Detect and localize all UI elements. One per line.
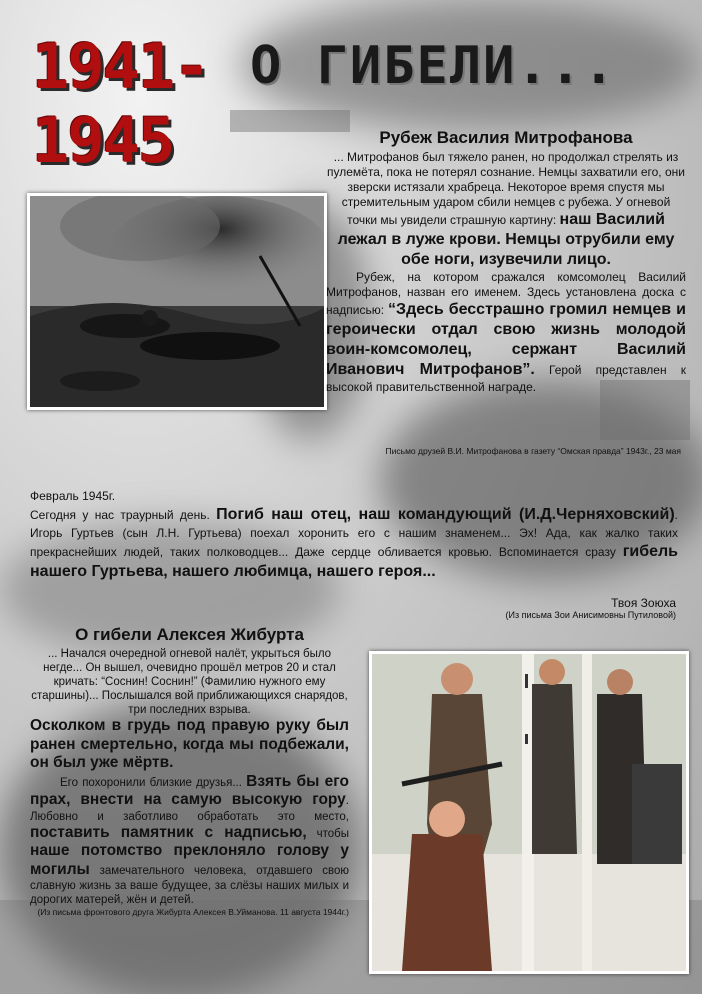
jiburt-intro: ... Начался очередной огневой налёт, укрыться было негде... Он вышел, очевидно прошёл метров 20 и стал кричать: “Соснин! Соснин!” (Фамилию нужного ему старшины)... Послышался вой приближающихся снарядов, три последних взрыва. xyxy=(31,648,348,716)
february-text-2: . Игорь Гуртьев (сын Л.Н. Гуртьева) поехал хоронить его с нашим знаменем... Эх! Ада, как жалко таких прекраснейших людей, таких полководцев... Даже сердце обливается кровью. Вспоминается сразу xyxy=(30,508,678,559)
jiburt-text-3: . Любовно и заботливо обработать это место, xyxy=(30,795,349,823)
mitrofanov-para-2-end: Герой представлен к высокой правительственной награде. xyxy=(326,363,687,394)
partisans-painting-art xyxy=(372,654,686,971)
battle-photo-art xyxy=(30,196,324,407)
section-heading: Рубеж Василия Митрофанова xyxy=(379,128,633,147)
title-years-end: 1945 xyxy=(32,104,174,177)
jiburt-bold-3: поставить памятник с надписью, xyxy=(30,823,307,841)
mitrofanov-bold-2: “Здесь бесстрашно громил немцев и героически отдал свою жизнь молодой воин-комсомолец, сержант Василий Иванович Митрофанов”. xyxy=(326,301,686,378)
jiburt-text-4: чтобы xyxy=(316,827,349,840)
page-title: О ГИБЕЛИ... xyxy=(250,36,617,96)
february-text xyxy=(30,505,678,582)
february-signature: Твоя Зоюха xyxy=(611,596,676,610)
jiburt-text-2: Его похоронили близкие друзья... xyxy=(60,776,242,789)
jiburt-text-5: замечательного человека, отдавшего свою славную жизнь за ваше будущее, за слёзы наших милых и дорогих матерей, жён и детей. xyxy=(30,864,349,906)
battle-photo xyxy=(27,193,327,410)
partisans-painting xyxy=(369,651,689,974)
mitrofanov-intro: ... Митрофанов был тяжело ранен, но продолжал стрелять из пулемёта, пока не потерял сознание. Немцы захватили его, они зверски истязали храбреца. Некоторое время спустя мы стремительным ударом сбили немцев с рубежа. У огневой точки мы увидели страшную картину: xyxy=(327,150,685,227)
jiburt-bold-2: Взять бы его прах, внести на самую высокую гору xyxy=(30,772,349,808)
february-source: (Из письма Зои Анисимовны Путиловой) xyxy=(505,610,676,620)
mitrofanov-source: Письмо друзей В.И. Митрофанова в газету “Омская правда” 1943г., 23 мая xyxy=(385,446,681,456)
mitrofanov-bold-1: наш Василий лежал в луже крови. Немцы отрубили ему обе ноги, изувечили лицо. xyxy=(337,211,675,268)
february-letter xyxy=(30,488,678,582)
february-bold-1: Погиб наш отец, наш командующий (И.Д.Черняховский) xyxy=(216,506,675,523)
february-date: Февраль 1945г. xyxy=(30,489,116,503)
section-heading: О гибели Алексея Жибурта xyxy=(75,625,304,644)
jiburt-source: (Из письма фронтового друга Жибурта Алексея В.Уйманова. 11 августа 1944г.) xyxy=(37,907,349,917)
jiburt-section xyxy=(30,625,349,917)
jiburt-bold-4: наше потомство преклоняло голову у могилы xyxy=(30,842,349,878)
february-bold-2: гибель нашего Гуртьева, нашего любимца, нашего героя... xyxy=(30,543,678,580)
title-years-start: 1941- xyxy=(32,30,209,103)
mitrofanov-para-2-start: Рубеж, на котором сражался комсомолец Василий Митрофанов, назван его именем. Здесь установлена доска с надписью: xyxy=(326,270,686,317)
jiburt-bold-1: Осколком в грудь под правую руку был ранен смертельно, когда мы подбежали, он был уже мёртв. xyxy=(30,717,349,771)
jiburt-text xyxy=(30,773,349,908)
mitrofanov-text xyxy=(326,150,686,270)
mitrofanov-para-2 xyxy=(326,270,686,395)
mitrofanov-section xyxy=(326,128,686,395)
february-text-1: Сегодня у нас траурный день. xyxy=(30,508,210,522)
